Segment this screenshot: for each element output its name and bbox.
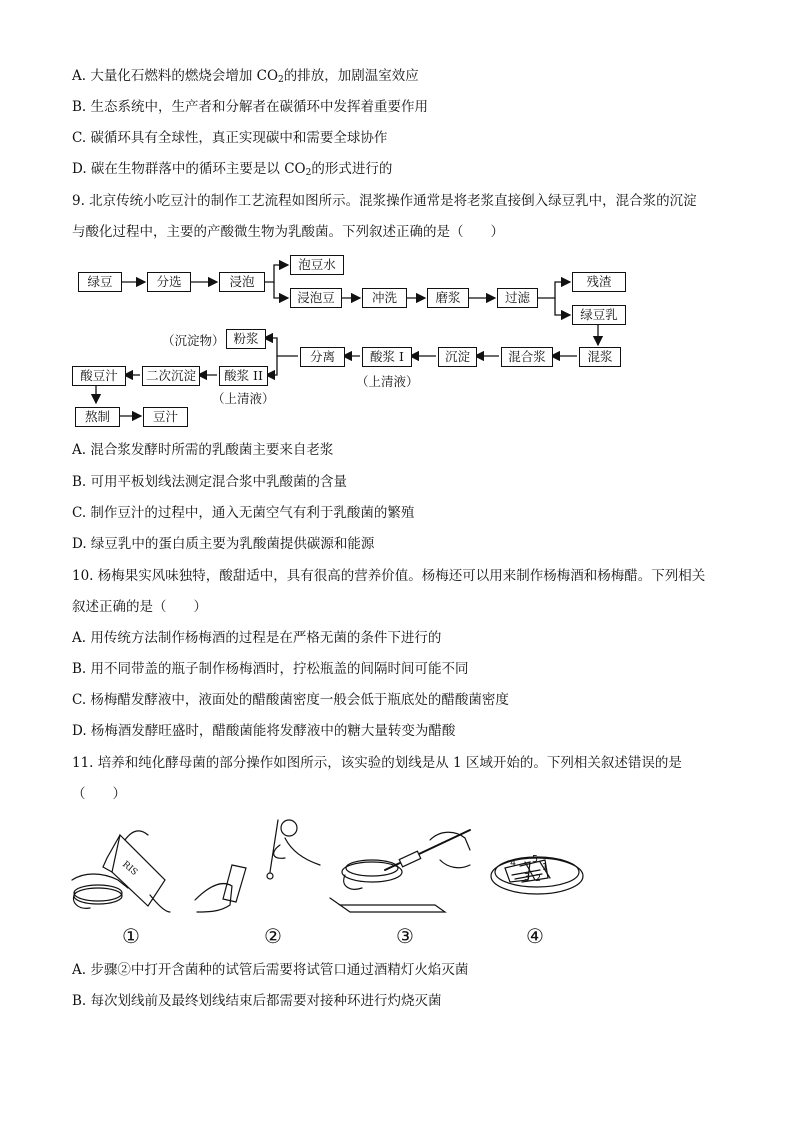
dish-number-2: 2 xyxy=(535,873,542,884)
q8-option-d: D. 碳在生物群落中的循环主要是以 $CO_2$的形式进行的 xyxy=(72,161,393,178)
q10-option-c: C. 杨梅醋发酵液中，液面处的醋酸菌密度一般会低于瓶底处的醋酸菌密度 xyxy=(72,692,509,708)
step1-pouring-illustration xyxy=(72,831,170,912)
flow-box-hunjiang: 混浆 xyxy=(579,347,621,367)
svg-text:RIS: RIS xyxy=(120,859,140,878)
q9-stem-line1: 9. 北京传统小吃豆汁的制作工艺流程如图所示。混浆操作通常是将老浆直接倒入绿豆乳中，混合浆的沉淀 xyxy=(72,193,697,209)
flow-box-lvdou: 绿豆 xyxy=(78,272,122,292)
flow-box-douzhi: 豆汁 xyxy=(143,407,188,427)
flow-box-fenxuan: 分选 xyxy=(147,272,191,292)
flow-box-lvdouru: 绿豆乳 xyxy=(572,305,626,325)
step-label-1: ① xyxy=(122,924,140,948)
q11-stem-line1: 11. 培养和纯化酵母菌的部分操作如图所示，该实验的划线是从 1 区域开始的。下列相关叙述错误的是 xyxy=(72,755,682,771)
step-label-3: ③ xyxy=(396,924,414,948)
flow-box-jinpao: 浸泡 xyxy=(219,272,265,292)
q8-option-a: A. 大量化石燃料的燃烧会增加 $CO_2$的排放，加剧温室效应 xyxy=(72,68,419,85)
flow-box-suanjiang1: 酸浆 I xyxy=(362,347,412,367)
flow-box-fenjiang: 粉浆 xyxy=(226,329,266,349)
flow-box-mojiang: 磨浆 xyxy=(427,288,469,308)
dish-number-3: 3 xyxy=(524,872,531,883)
flow-note-shangqing1: （上清液） xyxy=(356,374,419,389)
flow-box-guolv: 过滤 xyxy=(497,288,538,308)
q8-option-b: B. 生态系统中，生产者和分解者在碳循环中发挥着重要作用 xyxy=(72,99,429,115)
q11-stem-line2: （ ） xyxy=(72,786,126,802)
step-label-2: ② xyxy=(264,924,282,948)
flow-box-aozhi: 熬制 xyxy=(75,407,120,427)
q9-option-a: A. 混合浆发酵时所需的乳酸菌主要来自老浆 xyxy=(72,442,334,458)
step-label-4: ④ xyxy=(526,924,544,948)
flow-box-fenli: 分离 xyxy=(300,347,345,367)
q11-option-b: B. 每次划线前及最终划线结束后都需要对接种环进行灼烧灭菌 xyxy=(72,993,442,1009)
q10-option-d: D. 杨梅酒发酵旺盛时，醋酸菌能将发酵液中的糖大量转变为醋酸 xyxy=(72,723,456,739)
q10-stem-line2: 叙述正确的是（ ） xyxy=(72,599,207,615)
q10-option-a: A. 用传统方法制作杨梅酒的过程是在严格无菌的条件下进行的 xyxy=(72,630,442,646)
flow-box-suanjiang2: 酸浆 II xyxy=(219,366,268,386)
q9-option-d: D. 绿豆乳中的蛋白质主要为乳酸菌提供碳源和能源 xyxy=(72,536,375,552)
q8-option-c: C. 碳循环具有全球性，真正实现碳中和需要全球协作 xyxy=(72,130,388,146)
flow-box-canzha: 残渣 xyxy=(572,272,626,292)
q9-option-b: B. 可用平板划线法测定混合浆中乳酸菌的含量 xyxy=(72,474,348,490)
q10-stem-line1: 10. 杨梅果实风味独特，酸甜适中，具有很高的营养价值。杨梅还可以用来制作杨梅酒和杨梅醋。下列相关 xyxy=(72,568,706,584)
step3-streaking-illustration xyxy=(330,830,470,912)
dish-number-4: 4 xyxy=(510,858,517,869)
flow-box-chendian: 沉淀 xyxy=(438,347,477,367)
flow-box-paodoushui: 泡豆水 xyxy=(290,255,344,275)
flow-box-suandouzhi: 酸豆汁 xyxy=(72,366,126,386)
flow-box-hunhejiang: 混合浆 xyxy=(501,347,553,367)
flow-box-ercichendian: 二次沉淀 xyxy=(142,366,200,386)
step2-tube-loop-illustration xyxy=(195,820,320,912)
q11-option-a: A. 步骤②中打开含菌种的试管后需要将试管口通过酒精灯火焰灭菌 xyxy=(72,962,469,978)
q9-option-c: C. 制作豆汁的过程中，通入无菌空气有利于乳酸菌的繁殖 xyxy=(72,505,415,521)
flow-box-jinpaodou: 浸泡豆 xyxy=(290,288,342,308)
flow-note-chendianwu: （沉淀物） xyxy=(162,333,225,348)
flow-box-chongxi: 冲洗 xyxy=(362,288,407,308)
q9-stem-line2: 与酸化过程中，主要的产酸微生物为乳酸菌。下列叙述正确的是（ ） xyxy=(72,224,504,240)
dish-number-5: 5 xyxy=(532,854,539,865)
q10-option-b: B. 用不同带盖的瓶子制作杨梅酒时，拧松瓶盖的间隔时间可能不同 xyxy=(72,661,469,677)
dish-number-1: 1 xyxy=(542,862,549,873)
flow-note-shangqing2: （上清液） xyxy=(212,391,275,406)
